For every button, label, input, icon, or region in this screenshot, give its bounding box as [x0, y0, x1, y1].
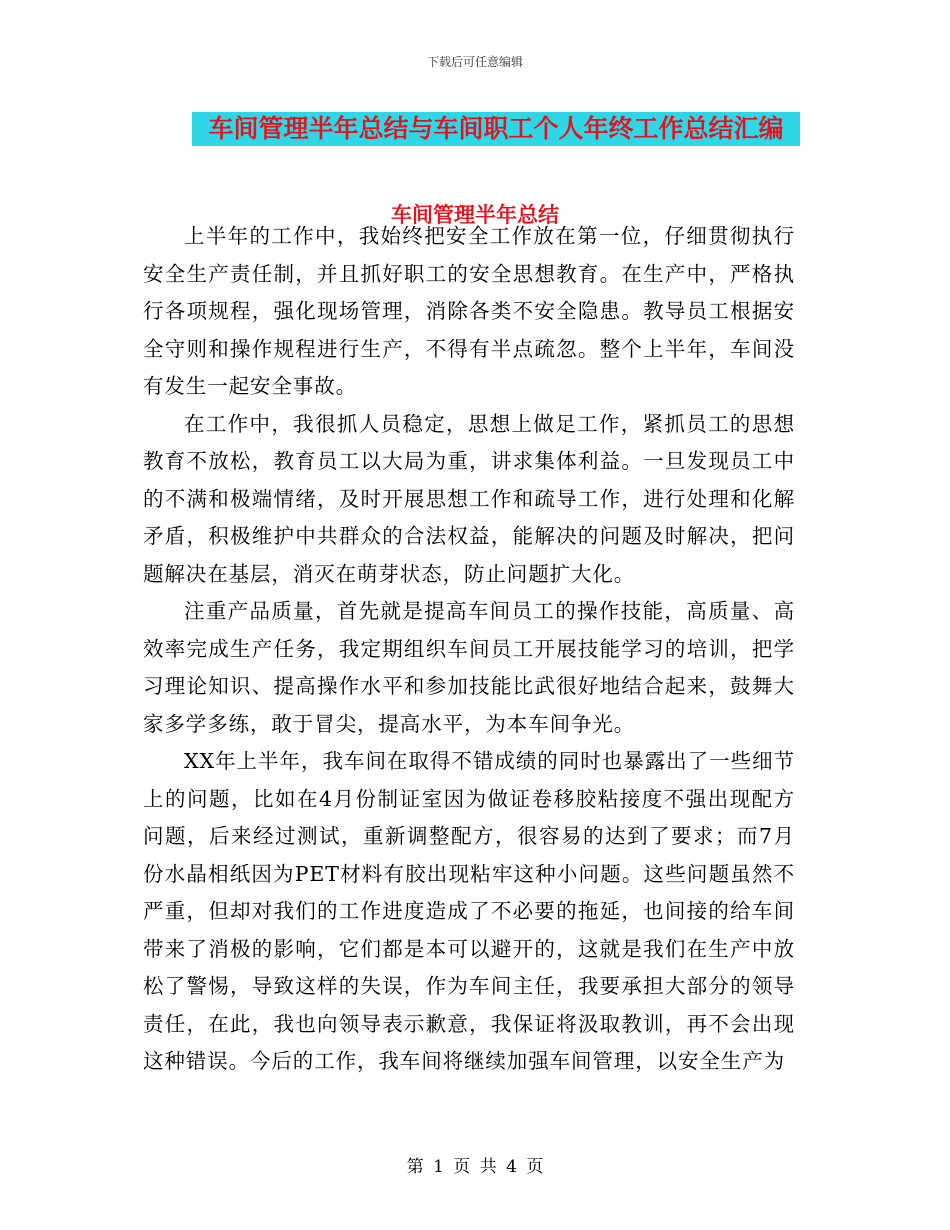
page-number: 第 1 页 共 4 页	[406, 1157, 544, 1177]
paragraph: 上半年的工作中，我始终把安全工作放在第一位，仔细贯彻执行安全生产责任制，并且抓好职工的安全思想教育。在生产中，严格执行各项规程，强化现场管理，消除各类不安全隐患。教导员工根据安全守则和操作规程进行生产，不得有半点疏忽。整个上半年，车间没有发生一起安全事故。	[143, 224, 795, 398]
document-title: 车间管理半年总结与车间职工个人年终工作总结汇编	[208, 114, 784, 143]
document-body	[143, 218, 795, 1081]
paragraph: 在工作中，我很抓人员稳定，思想上做足工作，紧抓员工的思想教育不放松，教育员工以大局为重，讲求集体利益。一旦发现员工中的不满和极端情绪，及时开展思想工作和疏导工作，进行处理和化解矛盾，积极维护中共群众的合法权益，能解决的问题及时解决，把问题解决在基层，消灭在萌芽状态，防止问题扩大化。	[143, 411, 795, 586]
page-header-note: 下载后可任意编辑	[426, 55, 523, 69]
paragraph: 注重产品质量，首先就是提高车间员工的操作技能，高质量、高效率完成生产任务，我定期组织车间员工开展技能学习的培训，把学习理论知识、提高操作水平和参加技能比武很好地结合起来，鼓舞大家多学多练，敢于冒尖，提高水平，为本车间争光。	[143, 599, 795, 736]
paragraph: XX年上半年，我车间在取得不错成绩的同时也暴露出了一些细节上的问题，比如在4月份制证室因为做证卷移胶粘接度不强出现配方问题，后来经过测试，重新调整配方，很容易的达到了要求；而7月份水晶相纸因为PET材料有胶出现粘牢这种小问题。这些问题虽然不严重，但却对我们的工作进度造成了不必要的拖延，也间接的给车间带来了消极的影响，它们都是本可以避开的，这就是我们在生产中放松了警惕，导致这样的失误，作为车间主任，我要承担大部分的领导责任，在此，我也向领导表示歉意，我保证将汲取教训，再不会出现这种错误。今后的工作，我车间将继续加强车间管理，以安全生产为	[143, 749, 795, 1073]
section-title: 车间管理半年总结	[391, 202, 559, 227]
